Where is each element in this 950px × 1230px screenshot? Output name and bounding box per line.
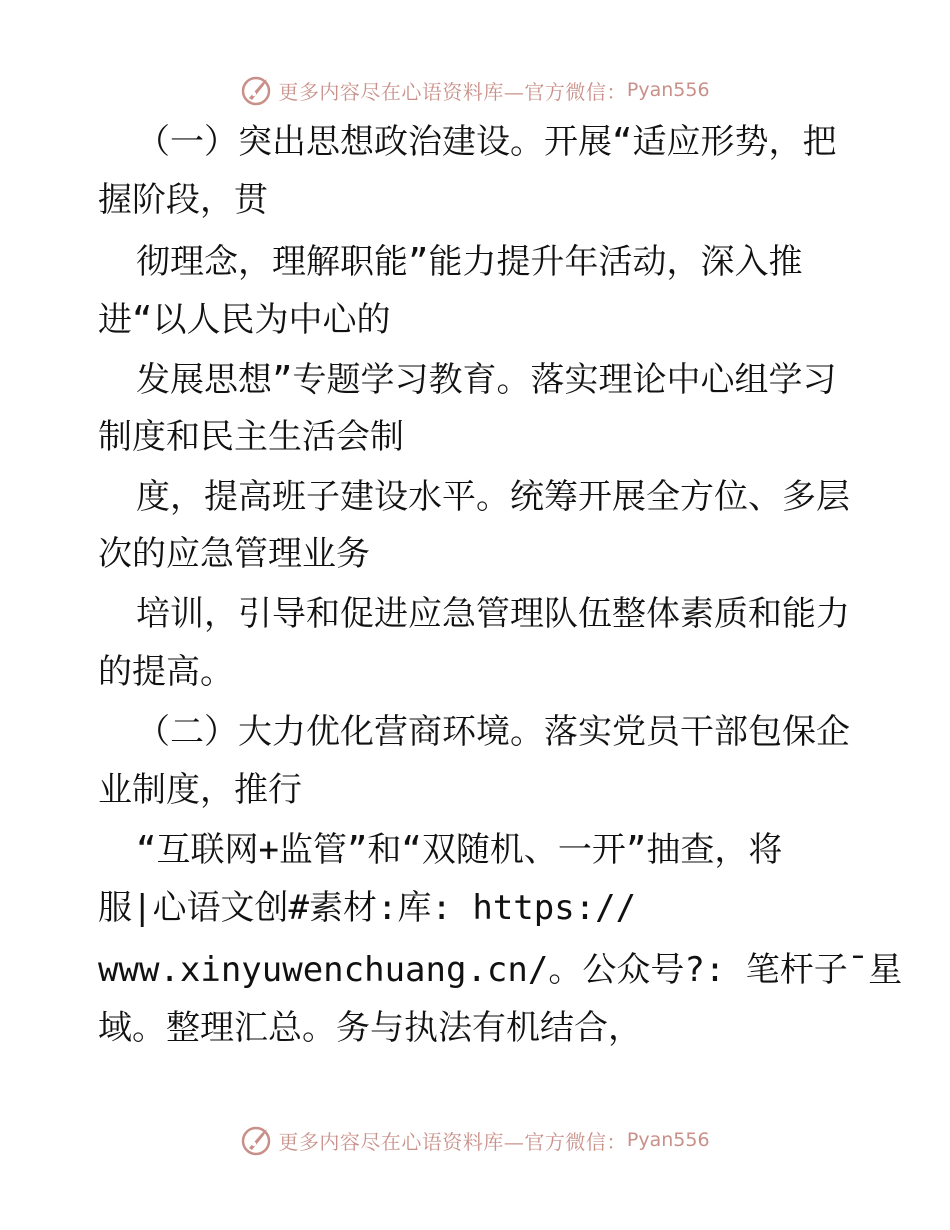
body-line-14: 服|心语文创#素材:库: https:// [98,888,637,928]
body-line-9: 培训，引导和促进应急管理队伍整体素质和能力 [136,594,850,634]
header-wechat-id: Pyan556 [626,79,710,101]
footer-wechat-id: Pyan556 [626,1129,710,1151]
footer-banner-text: 更多内容尽在心语资料库— [278,1129,525,1154]
body-line-3: 彻理念，理解职能”能力提升年活动，深入推 [136,242,803,282]
footer-banner [0,1120,950,1160]
body-line-8: 次的应急管理业务 [98,534,370,574]
body-line-15: www.xinyuwenchuang.cn/。公众号?: 笔杆子¯星 [98,950,903,990]
body-line-6: 制度和民主生活会制 [98,417,404,457]
body-line-2: 握阶段，贯 [98,180,268,220]
body-line-13: “互联网+监管”和“双随机、一开”抽查，将 [136,830,783,870]
body-line-10: 的提高。 [98,652,234,692]
header-banner [0,70,950,110]
body-line-1: （一）突出思想政治建设。开展“适应形势，把 [136,122,837,162]
body-line-4: 进“以人民为中心的 [98,300,391,340]
footer-banner-label: 官方微信： [524,1129,627,1154]
header-banner-text: 更多内容尽在心语资料库— [278,79,525,104]
pen-nib-logo-icon [240,73,274,107]
body-line-12: 业制度，推行 [98,770,302,810]
body-line-5: 发展思想”专题学习教育。落实理论中心组学习 [136,360,837,400]
pen-nib-logo-icon [240,1123,274,1157]
body-line-11: （二）大力优化营商环境。落实党员干部包保企 [136,712,850,752]
body-line-7: 度，提高班子建设水平。统筹开展全方位、多层 [136,477,850,517]
header-banner-label: 官方微信： [524,79,627,104]
body-line-16: 域。整理汇总。务与执法有机结合， [98,1008,642,1048]
